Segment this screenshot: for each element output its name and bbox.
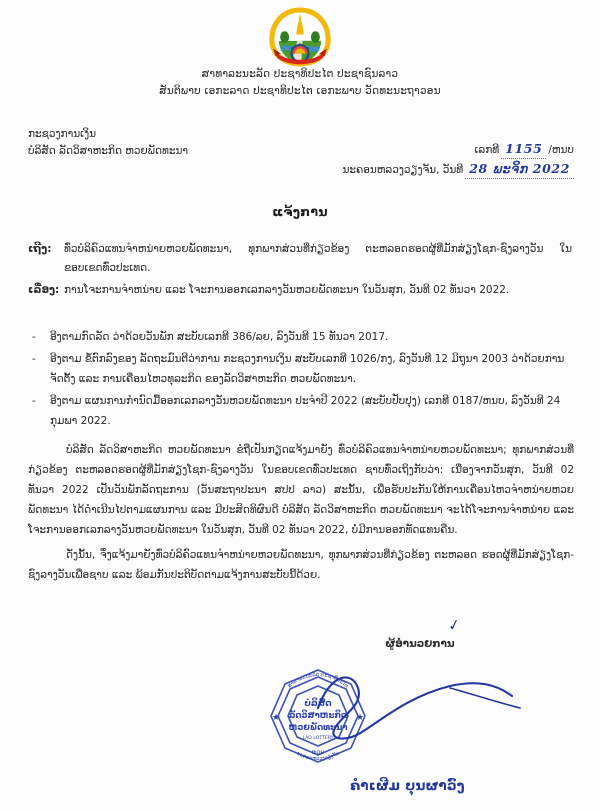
lao-national-emblem-icon — [268, 6, 332, 68]
national-header — [0, 66, 600, 100]
body-paragraph: ດັ່ງນັ້ນ, ຈຶ່ງແຈ້ງມາຍັງທົ່ວບໍລິຄົວແທນຈຳຫນ່າຍຫວຍພັດທະນາ, ທຸກພາກສ່ວນທີ່ກ່ຽວຂ້ອງ ຕະຫລອດ ຮອດຜູ້ທີ່ມັກສ່ຽງໂຊກ-ຊົງລາງວັນເພື່ອຊາບ ແລະ ພ້ອມກັນປະຕິບັດຕາມແຈ້ງການສະບັບນີ້ດ້ວຍ. — [28, 549, 574, 581]
subject-re-label: ເລື່ອງ: — [28, 284, 60, 296]
emblem-container — [0, 6, 600, 68]
svg-text:ສາທາລະນະລັດ ປະຊາທິປະໄຕ: ສາທາລະນະລັດ ປະຊາທິປະໄຕ — [286, 671, 350, 690]
reference-text: ອີງຕາມກົດລັດ ວ່າດ້ວຍວັນພັກ ສະບັບເລກທີ 386/ລຍ, ລົງວັນທີ 15 ທັນວາ 2017. — [50, 331, 389, 343]
svg-text:ລັດວິສາຫະກິດ: ລັດວິສາຫະກິດ — [288, 711, 348, 721]
svg-text:ຫວຍ: ຫວຍ — [311, 749, 325, 756]
page-title: ແຈ້ງການ — [272, 204, 328, 219]
body-content — [28, 440, 574, 590]
subject-block — [28, 240, 572, 303]
country-name: ສາທາລະນະລັດ ປະຊາທິປະໄຕ ປະຊາຊົນລາວ — [201, 68, 399, 80]
reference-block — [342, 140, 574, 180]
svg-text:LAO LOTTERY: LAO LOTTERY — [302, 736, 334, 741]
bullet-dash: - — [32, 353, 36, 365]
signature-role: ຜູ້ອຳນວຍການ — [385, 638, 455, 650]
list-item — [28, 327, 572, 347]
subject-to-row — [28, 240, 572, 278]
reference-date-value: 28 ພະຈິກ 2022 — [465, 159, 574, 179]
subject-re-row — [28, 281, 572, 300]
national-motto: ສັນຕິພາບ ເອກະລາດ ປະຊາທິປະໄຕ ເອກະພາບ ວັດທະນະຖາວອນ — [159, 85, 441, 97]
subject-to-value: ທົ່ວບໍລິຄົວແທນຈຳຫນ່າຍຫວຍພັດທະນາ, ທຸກພາກສ່ວນທີ່ກ່ຽວຂ້ອງ ຕະຫລອດຮອດຜູ້ທີ່ມັກສ່ຽງໂຊກ-ຊົງລາງວັນ ໃນຂອບເຂດທົ່ວປະເທດ. — [64, 243, 572, 274]
svg-text:ນະຄອນຫລວງວຽງຈັນ: ນະຄອນຫລວງວຽງຈັນ — [295, 750, 341, 763]
issuer-organization: ບໍລິສັດ ລັດວິສາຫະກິດ ຫວຍພັດທະນາ — [28, 145, 189, 157]
svg-text:ບໍລິສັດ: ບໍລິສັດ — [304, 699, 332, 709]
official-stamp — [258, 662, 378, 767]
reference-number-suffix: /ຫນບ — [548, 144, 574, 156]
reference-date-row — [342, 160, 574, 180]
issuer-block — [28, 126, 188, 160]
body-paragraph: ບໍລິສັດ ລັດວິສາຫະກິດ ຫວຍພັດທະນາ ຂໍຖືເປັນກຽດແຈ້ງມາຍັງ ທົ່ວບໍລິຄົວແທນຈຳຫນ່າຍຫວຍພັດທະນາ; ທຸກພາກສ່ວນທີ່ກ່ຽວຂ້ອງ ຕະຫລອດຮອດຜູ້ທີ່ມັກສ່ຽງໂຊກ-ຊົງລາງວັນ ໃນຂອບເຂດທົ່ວປະເທດ ຊາບທົ່ວເຖິງກັບວ່າ: ເນື່ອງຈາກວັນສຸກ, ວັນທີ 02 ທັນວາ 2022 ເປັນວັນພັກລັດຖະການ (ວັນສະຖາປະນາ ສປປ ລາວ) ສະນັ້ນ, ເພື່ອຮັບປະກັນໃຫ້ການເຄື່ອນໄຫວຈຳຫນ່າຍຫວຍພັດທະນາ ໄດ້ດຳເນີນໄປຕາມແຜນການ ແລະ ມີປະສິດທິຜົນດີ ບໍລິສັດ ລັດວິສາຫະກິດ ຫວຍພັດທະນາ ຈະໄດ້ໂຈະການຈຳຫນ່າຍ ແລະ ໂຈະການອອກເລກລາງວັນຫວຍພັດທະນາ ໃນວັນສຸກ, ວັນທີ 02 ທັນວາ 2022, ບໍ່ມີການອອກທັດແທນຄືນ. — [28, 444, 574, 536]
list-item — [28, 391, 572, 431]
svg-text:ຫວຍພັດທະນາ: ຫວຍພັດທະນາ — [288, 723, 348, 733]
subject-to-label: ເຖີງ: — [28, 243, 52, 255]
reference-number-value: 1155 — [501, 139, 546, 159]
reference-place-label: ນະຄອນຫລວງວຽງຈັນ, ວັນທີ — [342, 164, 464, 176]
bullet-dash: - — [32, 395, 36, 407]
legal-references-list — [28, 327, 572, 433]
subject-re-value: ການໂຈະການຈຳຫນ່າຍ ແລະ ໂຈະການອອກເລກລາງວັນຫວຍພັດທະນາ ໃນວັນສຸກ, ວັນທີ 02 ທັນວາ 2022. — [64, 284, 510, 296]
issuer-ministry: ກະຊວງການເງິນ — [28, 128, 97, 140]
bullet-dash: - — [32, 331, 36, 343]
signatory-name: ຄຳເຜີມ ບຸນຜາວົງ — [350, 778, 465, 794]
svg-text:★: ★ — [271, 713, 281, 723]
list-item — [28, 349, 572, 389]
company-seal-icon — [258, 662, 378, 767]
reference-number-row — [342, 140, 574, 160]
svg-text:★: ★ — [355, 713, 365, 723]
handwritten-check-icon: ✓ — [446, 614, 463, 636]
reference-text: ອີງຕາມ ແຜນການກຳນົດມື້ອອກເລກລາງວັນຫວຍພັດທະນາ ປະຈຳປີ 2022 (ສະບັບປັບປຸງ) ເລກທີ 0187/ຫນບ, ລົງວັນທີ 24 ກຸມພາ 2022. — [50, 395, 561, 427]
reference-text: ອີງຕາມ ຂໍ້ຕົກລົງຂອງ ລັດຖະມົນຕີວ່າການ ກະຊວງການເງິນ ສະບັບເລກທີ 1026/ກງ, ລົງວັນທີ 12 ມິຖຸນາ 2003 ວ່າດ້ວຍການຈັດຕັ້ງ ແລະ ການເຄື່ອນໄຫວທຸລະກິດ ຂອງລັດວິສາຫະກິດ ຫວຍພັດທະນາ. — [50, 353, 565, 385]
reference-number-label: ເລກທີ — [474, 144, 500, 156]
